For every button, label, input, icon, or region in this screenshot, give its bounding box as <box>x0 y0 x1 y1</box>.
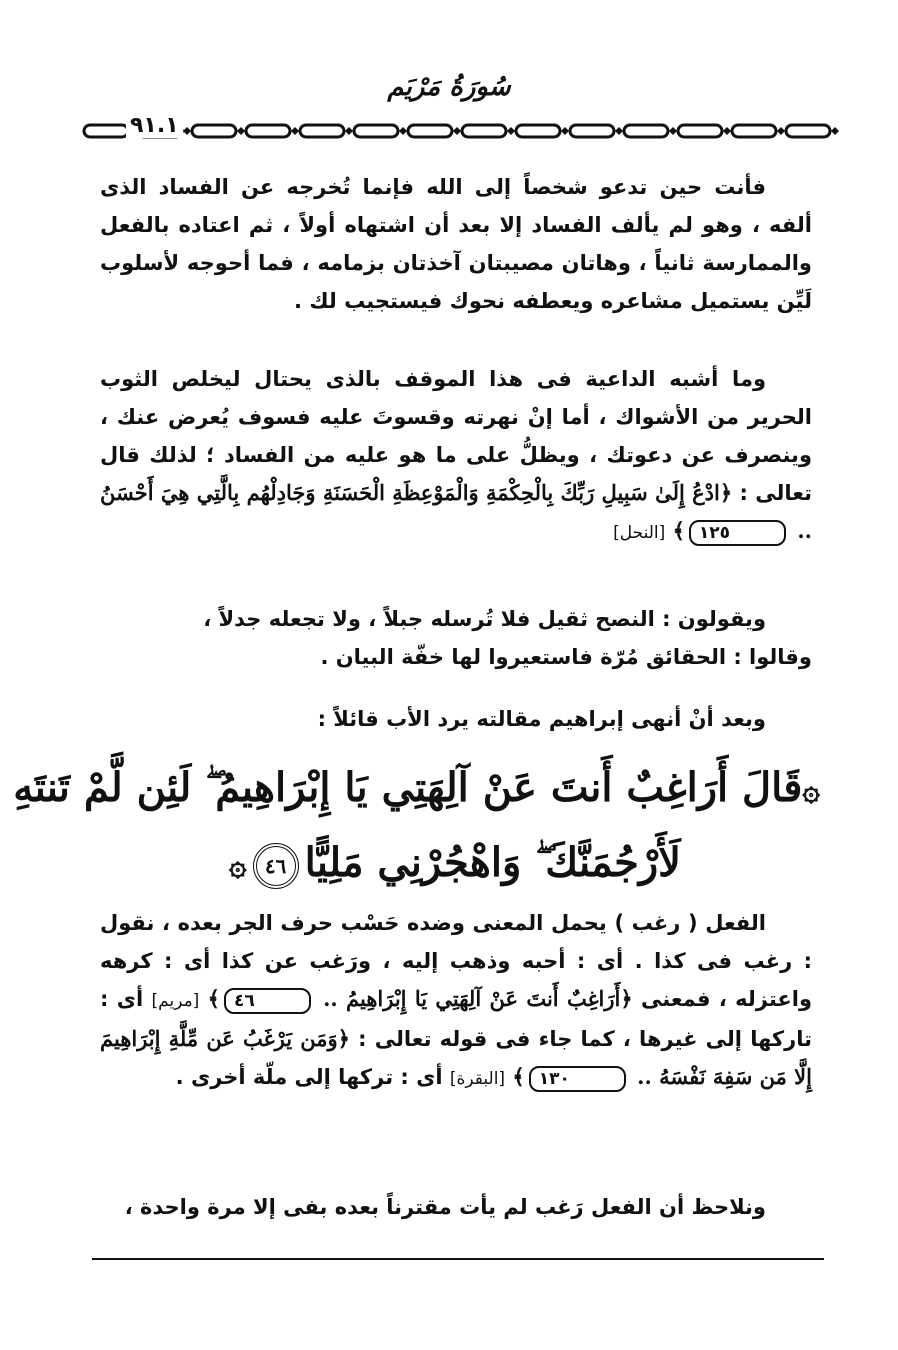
paragraph-line: وقالوا : الحقائق مُرّة فاستعيروا لها خفّة البيان . <box>320 645 812 669</box>
chain-link-shape <box>354 125 398 137</box>
paragraph-text: ونلاحظ أن الفعل رَغب لم يأت مقترناً بعده بفى إلا مرة واحدة ، <box>124 1195 766 1219</box>
chain-link-shape <box>732 125 776 137</box>
chain-link-shape <box>246 125 290 137</box>
surah-title: سُورَةُ مَرْيَم <box>387 72 511 102</box>
chain-diamond-shape <box>291 127 299 135</box>
chain-link-shape <box>84 125 128 137</box>
verse-line-2 <box>90 827 820 902</box>
chain-link-shape <box>462 125 506 137</box>
paragraph-with-quotes <box>100 904 812 1098</box>
verse-range-label: ٩١.١ <box>126 113 183 138</box>
quote-close-bracket: ﴾ <box>672 518 685 543</box>
paragraph-text: وما أشبه الداعية فى هذا الموقف بالذى يحتال ليخلص الثوب الحرير من الأشواك ، أما إنْ نهرته وقسوتَ عليه فسوف يُعرض عنك ، وينصرف عن دعوتك ، ويظلُّ على ما هو عليه من الفساد ؛ لذلك قال تعالى : <box>100 367 813 505</box>
chain-link-shape <box>678 125 722 137</box>
surah-reference: [النحل] <box>613 523 666 543</box>
chain-diamond-shape <box>345 127 353 135</box>
ayah-number-medallion: ٤٦ <box>253 843 299 889</box>
chain-diamond-shape <box>183 127 191 135</box>
chain-link-shape <box>786 125 830 137</box>
paragraph-with-quote <box>100 360 812 552</box>
paragraph-5 <box>100 904 812 1098</box>
chain-diamond-shape <box>453 127 461 135</box>
paragraph-line: ويقولون : النصح ثقيل فلا تُرسله جبلاً ، ولا تجعله جدلاً ، <box>203 607 766 631</box>
paragraph-1 <box>100 168 812 320</box>
verse-line-1 <box>13 752 820 827</box>
quote-close-bracket: ﴾ <box>207 986 220 1011</box>
chain-diamond-shape <box>831 127 839 135</box>
surah-reference: [مريم] <box>151 991 200 1011</box>
paragraph-2 <box>100 360 812 552</box>
paragraph-text: وبعد أنْ أنهى إبراهيم مقالته يرد الأب قائلاً : <box>317 707 766 731</box>
verse-text: لَأَرْجُمَنَّكَ ۖ وَاهْجُرْنِي مَلِيًّا <box>304 839 681 886</box>
paragraph-text: فأنت حين تدعو شخصاً إلى الله فإنما تُخرجه عن الفساد الذى ألفه ، وهو لم يألف الفساد إلا بعد أن اشتهاه أولاً ، ثم اعتاده بالفعل والممارسة ثانياً ، وهاتان مصيبتان آخذتان بزمامه ، فما أحوجه لأسلوب لَيِّن يستميل مشاعره ويعطفه نحوك فيستجيب لك . <box>100 175 812 313</box>
footer-divider <box>92 1258 824 1260</box>
paragraph-6 <box>100 1188 812 1226</box>
chain-diamond-shape <box>237 127 245 135</box>
verse-ornament-icon: ۞ <box>228 848 247 883</box>
chain-link-shape <box>408 125 452 137</box>
chain-diamond-shape <box>669 127 677 135</box>
chain-diamond-shape <box>561 127 569 135</box>
chain-diamond-shape <box>777 127 785 135</box>
ornamental-border <box>82 116 840 146</box>
paragraph-text: أى : تركها إلى ملّة أخرى . <box>175 1065 450 1089</box>
paragraph-text: أى : تاركها إلى غيرها ، كما جاء فى قوله تعالى : <box>100 987 813 1051</box>
quran-verse-block <box>13 752 820 902</box>
ayah-number-badge: ١٢٥ <box>689 520 786 546</box>
paragraph-3 <box>100 600 812 676</box>
surah-reference: [البقرة] <box>449 1069 506 1089</box>
quran-quote: ﴿وَمَن يَرْغَبُ عَن مِّلَّةِ إِبْرَاهِيمَ إِلَّا مَن سَفِهَ نَفْسَهُ .. <box>100 1026 812 1089</box>
chain-link-shape <box>192 125 236 137</box>
verse-ornament-icon: ۞ <box>802 773 820 808</box>
chain-link-shape <box>624 125 668 137</box>
verse-text: قَالَ أَرَاغِبٌ أَنتَ عَنْ آلِهَتِي يَا إِبْرَاهِيمُ ۖ لَئِن لَّمْ تَنتَهِ <box>13 764 803 811</box>
chain-diamond-shape <box>615 127 623 135</box>
ayah-number-badge: ٤٦ <box>224 988 311 1014</box>
quran-quote: ﴿ادْعُ إِلَىٰ سَبِيلِ رَبِّكَ بِالْحِكْمَةِ وَالْمَوْعِظَةِ الْحَسَنَةِ وَجَادِلْهُم بِالَّتِي هِيَ أَحْسَنُ .. <box>100 480 812 543</box>
paragraph-4 <box>100 700 812 738</box>
paragraph-text: الفعل ( رغب ) يحمل المعنى وضده حَسْب حرف الجر بعده ، نقول : رغب فى كذا . أى : أحبه وذهب إليه ، ورَغب عن كذا أى : كرهه واعتزله ، فمعنى <box>100 911 813 1011</box>
quran-quote: ﴿أَرَاغِبٌ أَنتَ عَنْ آلِهَتِي يَا إِبْرَاهِيمُ .. <box>314 986 633 1011</box>
ayah-number-badge: ١٣٠ <box>529 1066 626 1092</box>
chain-link-shape <box>516 125 560 137</box>
chain-link-shape <box>300 125 344 137</box>
chain-diamond-shape <box>723 127 731 135</box>
quote-close-bracket: ﴾ <box>512 1064 525 1089</box>
chain-link-shape <box>570 125 614 137</box>
chain-diamond-shape <box>507 127 515 135</box>
chain-diamond-shape <box>399 127 407 135</box>
